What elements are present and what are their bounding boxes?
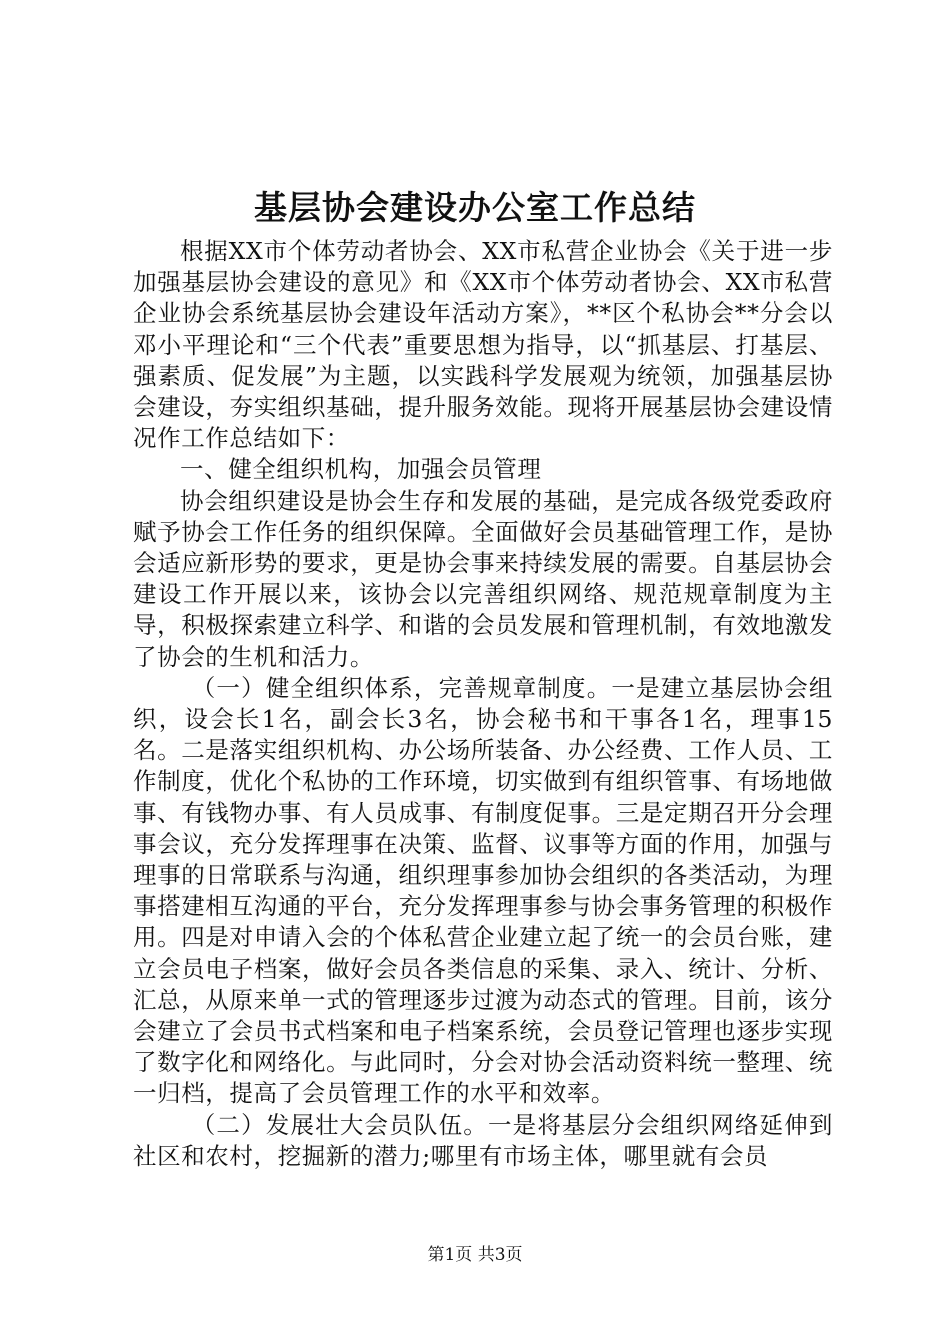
intro-paragraph: 根据XX市个体劳动者协会、XX市私营企业协会《关于进一步加强基层协会建设的意见》和《XX市个体劳动者协会、XX市私营企业协会系统基层协会建设年活动方案》，**区个私协会**分会以邓小平理论和“三个代表”重要思想为指导，以“抓基层、打基层、强素质、促发展”为主题，以实践科学发展观为统领，加强基层协会建设，夯实组织基础，提升服务效能。现将开展基层协会建设情况作工作总结如下：: [133, 237, 833, 453]
document-body: [133, 236, 833, 1172]
page-footer: 第1页 共3页: [427, 1245, 523, 1265]
subsection-1-paragraph: （一）健全组织体系，完善规章制度。一是建立基层协会组织，设会长1名，副会长3名，协会秘书和干事各1名，理事15名。二是落实组织机构、办公场所装备、办公经费、工作人员、工作制度，优化个私协的工作环境，切实做到有组织管事、有场地做事、有钱物办事、有人员成事、有制度促事。三是定期召开分会理事会议，充分发挥理事在决策、监督、议事等方面的作用，加强与理事的日常联系与沟通，组织理事参加协会组织的各类活动，为理事搭建相互沟通的平台，充分发挥理事参与协会事务管理的积极作用。四是对申请入会的个体私营企业建立起了统一的会员台账，建立会员电子档案，做好会员各类信息的采集、录入、统计、分析、汇总，从原来单一式的管理逐步过渡为动态式的管理。目前，该分会建立了会员书式档案和电子档案系统，会员登记管理也逐步实现了数字化和网络化。与此同时，分会对协会活动资料统一整理、统一归档，提高了会员管理工作的水平和效率。: [133, 673, 833, 1108]
section-heading-1: 一、健全组织机构，加强会员管理: [180, 455, 542, 484]
document-title: 基层协会建设办公室工作总结: [254, 188, 696, 227]
section-1-paragraph: 协会组织建设是协会生存和发展的基础，是完成各级党委政府赋予协会工作任务的组织保障。全面做好会员基础管理工作，是协会适应新形势的要求，更是协会事来持续发展的需要。自基层协会建设工作开展以来，该协会以完善组织网络、规范规章制度为主导，积极探索建立科学、和谐的会员发展和管理机制，有效地激发了协会的生机和活力。: [133, 486, 833, 671]
subsection-2-paragraph: （二）发展壮大会员队伍。一是将基层分会组织网络延伸到社区和农村，挖掘新的潜力;哪里有市场主体，哪里就有会员: [133, 1110, 833, 1170]
